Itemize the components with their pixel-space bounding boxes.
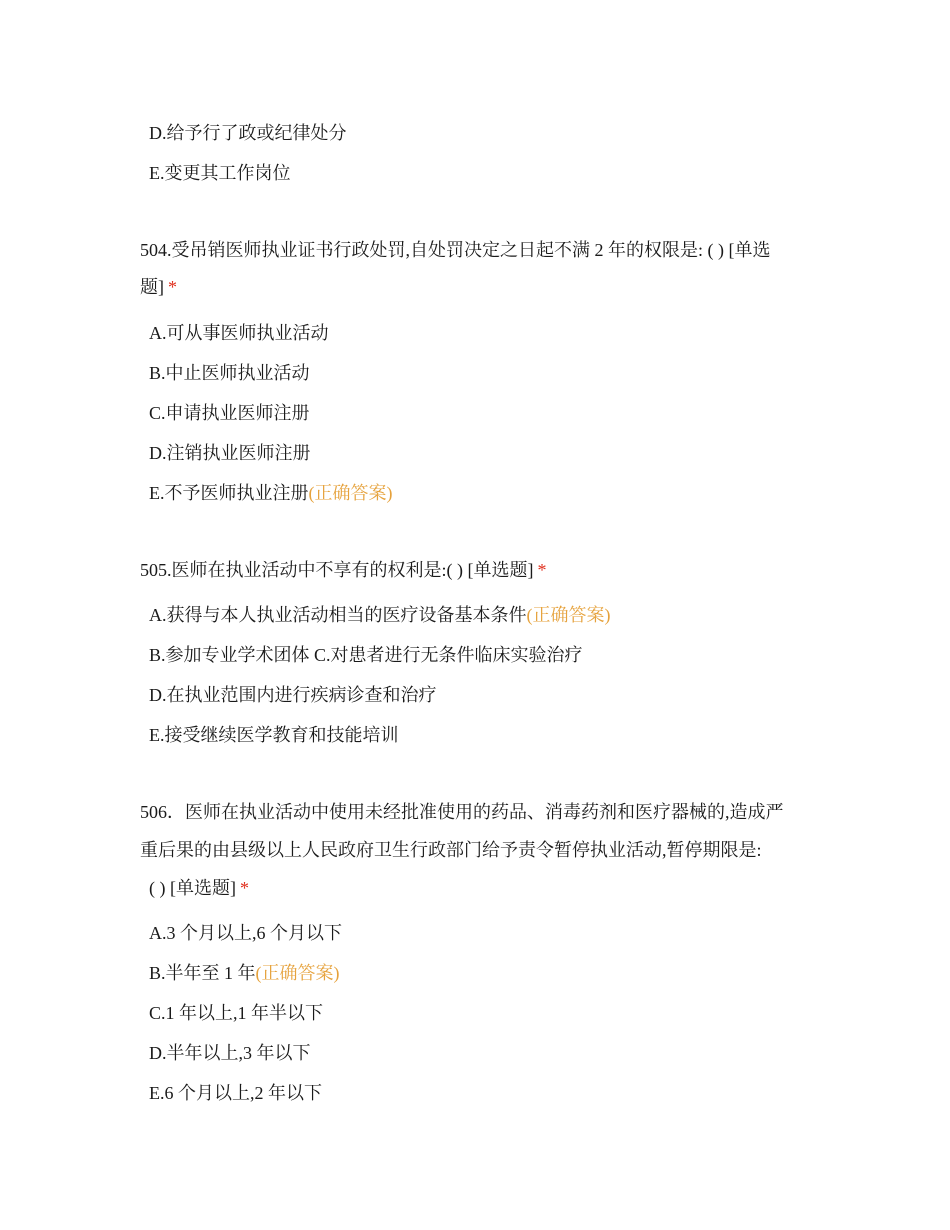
q504-option-e <box>149 481 393 505</box>
required-mark: * <box>239 878 249 898</box>
q504-option-d <box>149 441 311 465</box>
q503-option-d <box>149 121 347 145</box>
option-text: A.可从事医师执业活动 <box>149 323 329 343</box>
option-text: B.参加专业学术团体 C.对患者进行无条件临床实验治疗 <box>149 645 583 665</box>
required-mark: * <box>168 277 177 297</box>
q506-option-b <box>149 961 340 985</box>
q504-option-c <box>149 401 310 425</box>
correct-answer-tag: (正确答案) <box>255 963 340 983</box>
option-text: D.给予行了政或纪律处分 <box>149 123 347 143</box>
option-text: B.半年至 1 年 <box>149 963 256 983</box>
option-text: E.6 个月以上,2 年以下 <box>149 1083 322 1103</box>
question-text: 重后果的由县级以上人民政府卫生行政部门给予责令暂停执业活动,暂停期限是: <box>140 840 762 860</box>
option-text: D.半年以上,3 年以下 <box>149 1043 311 1063</box>
option-text: A.获得与本人执业活动相当的医疗设备基本条件 <box>149 605 527 625</box>
required-mark: * <box>537 560 547 580</box>
option-text: E.接受继续医学教育和技能培训 <box>149 725 399 745</box>
option-text: C.1 年以上,1 年半以下 <box>149 1003 324 1023</box>
option-text: D.在执业范围内进行疾病诊查和治疗 <box>149 685 437 705</box>
question-text: 505.医师在执业活动中不享有的权利是:( ) [单选题] <box>140 560 534 580</box>
question-text: 题] <box>140 277 164 297</box>
q505-option-e <box>149 723 399 747</box>
correct-answer-tag: (正确答案) <box>308 483 393 503</box>
option-text: E.不予医师执业注册 <box>149 483 309 503</box>
q504-title-line2 <box>140 275 177 299</box>
q505-option-a <box>149 603 611 627</box>
q505-title <box>140 558 546 582</box>
q504-option-a <box>149 321 329 345</box>
q506-title-line1 <box>140 800 784 824</box>
question-text: 504.受吊销医师执业证书行政处罚,自处罚决定之日起不满 2 年的权限是: ( ) [单选 <box>140 240 771 260</box>
question-text: ( ) [单选题] <box>149 878 236 898</box>
q506-option-a <box>149 921 342 945</box>
correct-answer-tag: (正确答案) <box>526 605 611 625</box>
q506-option-c <box>149 1001 323 1025</box>
q506-option-e <box>149 1081 322 1105</box>
q506-title-line3 <box>149 876 249 900</box>
q504-option-b <box>149 361 310 385</box>
q506-title-line2 <box>140 838 762 862</box>
option-text: A.3 个月以上,6 个月以下 <box>149 923 342 943</box>
q504-title-line1 <box>140 238 770 262</box>
option-text: C.申请执业医师注册 <box>149 403 310 423</box>
q506-option-d <box>149 1041 311 1065</box>
q503-option-e <box>149 161 291 185</box>
question-text: 506．医师在执业活动中使用未经批准使用的药品、消毒药剂和医疗器械的,造成严 <box>140 802 784 822</box>
q505-option-d <box>149 683 437 707</box>
option-text: B.中止医师执业活动 <box>149 363 310 383</box>
option-text: D.注销执业医师注册 <box>149 443 311 463</box>
option-text: E.变更其工作岗位 <box>149 163 291 183</box>
q505-option-bc <box>149 643 583 667</box>
